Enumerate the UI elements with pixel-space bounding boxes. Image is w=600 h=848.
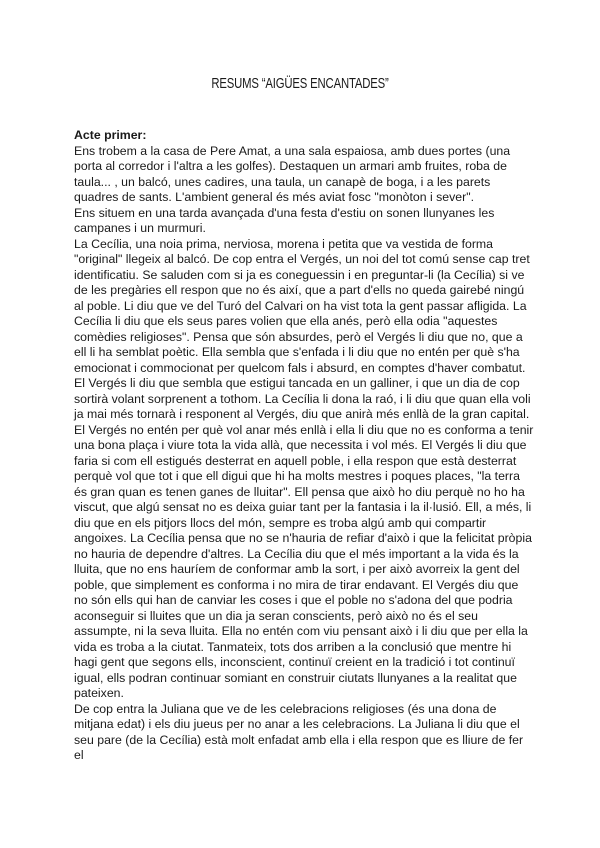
paragraph: De cop entra la Juliana que ve de les celebracions religioses (és una dona de mitjana edat) i els diu jueus per no anar a les celebracions. La Juliana li diu que el seu pare (de la Cecília) està molt enfadat amb ella i ella respon que es lliure de fer el xyxy=(74,701,524,762)
paragraph: La Cecília, una noia prima, nerviosa, morena i petita que va vestida de forma "original" llegeix al balcó. De cop entra el Vergés, un noi del tot comú sense cap tret identificatiu. Se saluden com si ja es coneguessin i en preguntar-li (la Cecília) si ve de les pregàries ell respon que no és així, que a part d'ells no queda gairebé ningú al poble. Li diu que ve del Turó del Calvari on ha vist tota la gent passar afligida. La Cecília li diu que els seus pares volien que ella anés, però ella odia "aquestes comèdies religioses". Pensa que són absurdes, però el Vergés li diu que no, que a ell li ha semblat poètic. Ella sembla que s'enfada i li diu que no entén per què s'ha emocionat i commocionat per quelcom fals i absurd, en comptes d'haver combatut. El Vergés li diu que sembla que estigui tancada en un galliner, i que un dia de cop sortirà volant sorprenent a tothom. La Cecília li dona la raó, i li diu que quan ella voli ja mai més tornarà i responent al Vergés, diu que anirà més enllà de la gran capital. El Vergés no entén per què vol anar més enllà i ella li diu que no es conforma a tenir una bona plaça i viure tota la vida allà, que necessita i vol més. El Vergés li diu que faria si com ell estigués desterrat en aquell poble, i ella respon que està desterrat perquè vol que tot i que ell digui que hi ha molts mestres i poques places, "la terra és gran quan es tenen ganes de lluitar". Ell pensa que això ho diu perquè no ho ha viscut, que algú sensat no es deixa guiar tant per la fantasia i la il·lusió. Ell, a més, li diu que en els pitjors llocs del món, sempre es troba algú amb qui compartir angoixes. La Cecília pensa que no se n'hauria de refiar d'això i que la felicitat pròpia no hauria de dependre d'altres. La Cecília diu que el més important a la vida és la lluita, que no ens hauríem de conformar amb la sort, i per això avorreix la gent del poble, que simplement es conforma i no mira de tirar endavant. El Vergés diu que no són ells qui han de canviar les coses i que el poble no s'adona del que podria aconseguir si lluites que un dia ja seran conscients, però això no és el seu assumpte, ni la seva lluita. Ella no entén com viu pensant això i li diu que per ella la vida es troba a la ciutat. Tanmateix, tots dos arriben a la conclusió que mentre hi hagi gent que segons ells, inconscient, continuï creient en la tradició i tot continuï igual, ells podran continuar somiant en construir ciutats llunyanes a la realitat que pateixen. xyxy=(74,236,534,700)
document-title: RESUMS “AIGÜES ENCANTADES” xyxy=(211,76,389,92)
section-heading: Acte primer: xyxy=(74,128,147,142)
paragraph: Ens situem en una tarda avançada d'una festa d'estiu on sonen llunyanes les campanes i un murmuri. xyxy=(74,205,495,235)
document-body xyxy=(74,128,534,764)
paragraph: Ens trobem a la casa de Pere Amat, a una sala espaiosa, amb dues portes (una porta al corredor i l'altra a les golfes). Destaquen un armari amb fruites, roba de taula... , un balcó, unes cadires, una taula, un canapè de boga, i a les parets quadres de sants. L'ambient general és més aviat fosc "monòton i sever". xyxy=(74,143,511,204)
